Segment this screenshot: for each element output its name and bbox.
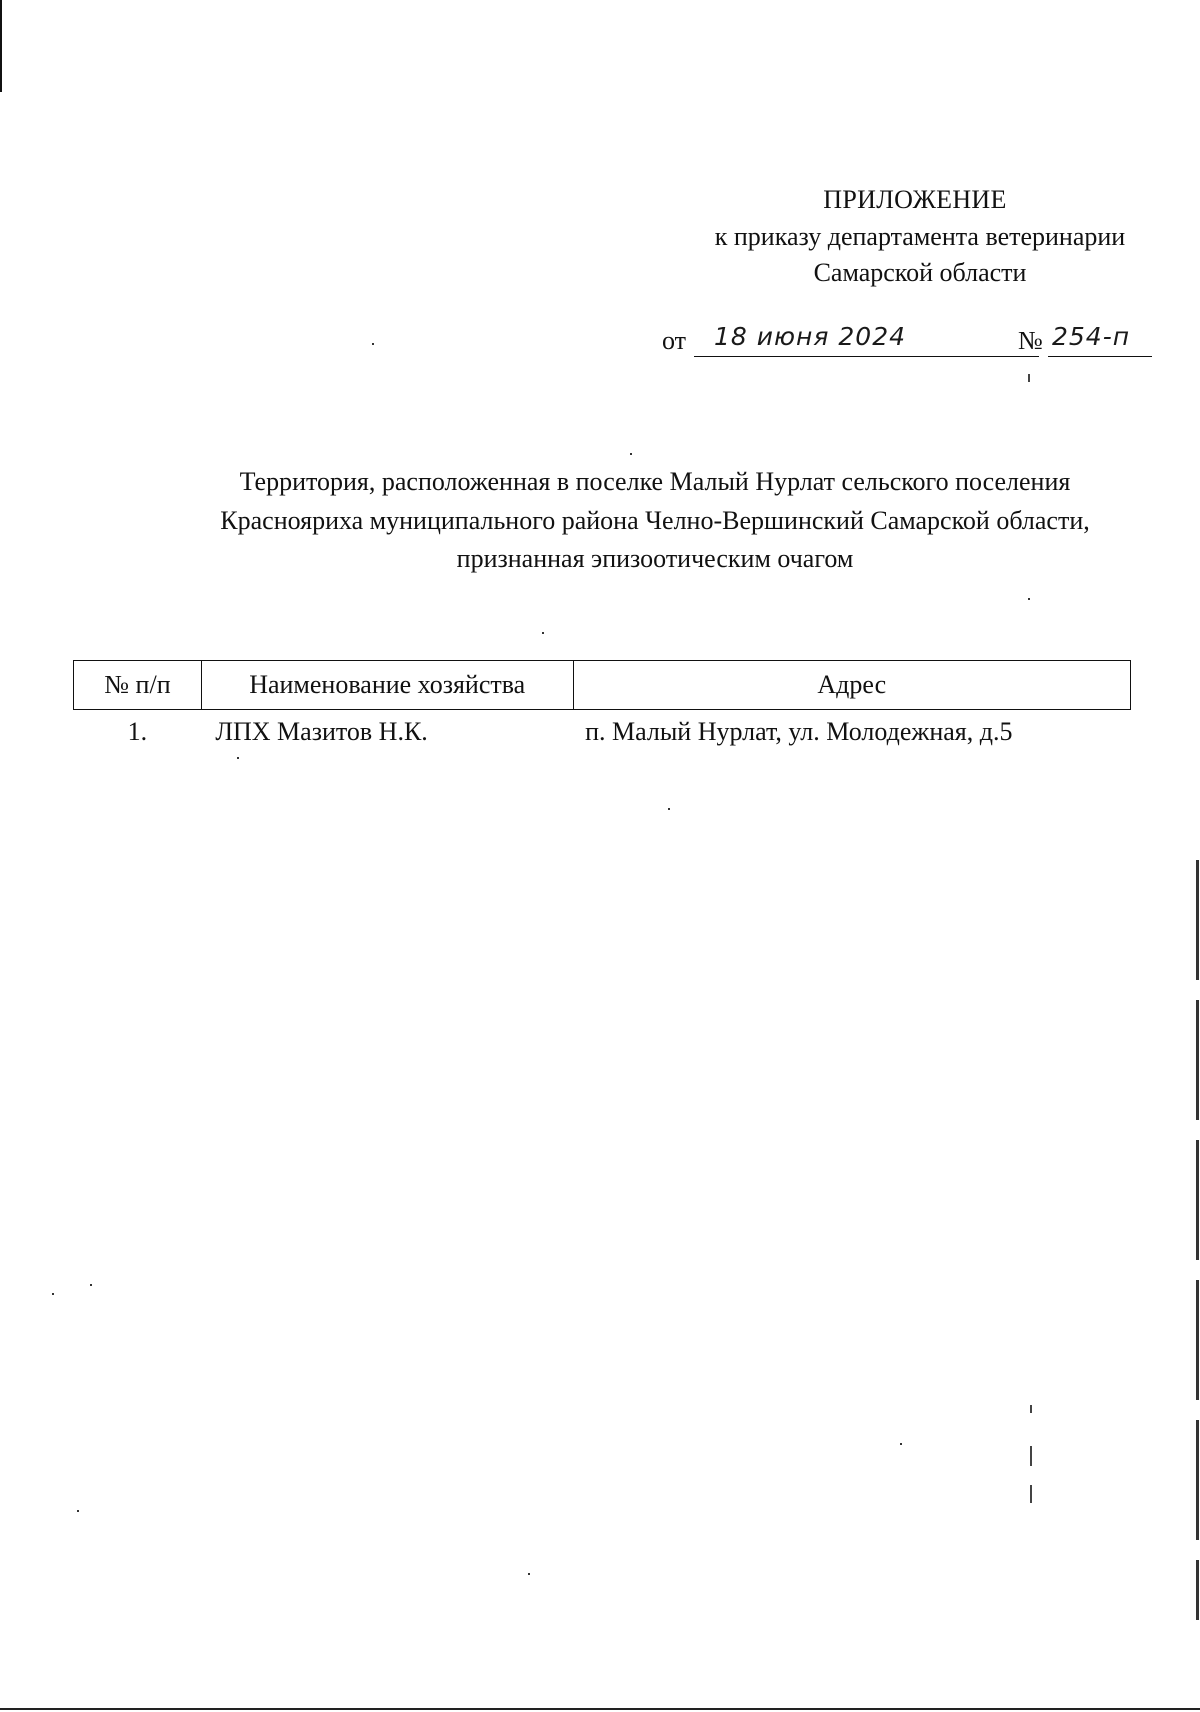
scan-edge-bottom [0,1708,1200,1710]
document-title-line-1: Территория, расположенная в поселке Малый Нурлат сельского поселения [239,467,1071,496]
annex-order-reference: к приказу департамента ветеринарии [714,222,1126,251]
annex-title: ПРИЛОЖЕНИЕ [823,185,1007,214]
scan-speck [630,453,632,455]
table-row [74,710,1131,755]
scan-edge-right [1196,860,1199,1620]
number-underline [1048,356,1152,357]
row-number: 1. [127,717,148,746]
row-farm-name: ЛПХ Мазитов Н.К. [215,717,428,746]
document-title-line-3: признанная эпизоотическим очагом [456,544,854,573]
farms-table [73,660,1131,754]
scan-speck [77,1510,79,1512]
scan-speck [1030,1446,1032,1466]
scan-speck [668,808,670,810]
handwritten-date: 18 июня 2024 [714,322,907,351]
table-header-row [74,661,1131,710]
header-address: Адрес [573,661,1130,710]
scan-speck [90,1284,92,1286]
document-title-line-2: Краснояриха муниципального района Челно-Вершинский Самарской области, [220,506,1090,535]
scan-speck [1030,1485,1032,1503]
date-underline [694,356,1039,357]
scan-speck [542,632,544,634]
scan-edge-left [0,0,2,92]
scan-speck [372,343,374,345]
scan-speck [237,757,239,759]
header-number: № п/п [74,661,202,710]
scan-speck [52,1293,54,1295]
row-address: п. Малый Нурлат, ул. Молодежная, д.5 [585,717,1013,746]
scan-speck [1028,374,1030,382]
scan-speck [900,1443,902,1445]
header-farm-name: Наименование хозяйства [201,661,573,710]
handwritten-number: 254-п [1052,322,1131,351]
annex-region: Самарской области [813,258,1027,287]
scan-speck [1028,598,1030,600]
scan-speck [1030,1405,1032,1413]
scan-speck [528,1573,530,1575]
date-prefix: от [662,326,687,355]
number-prefix: № [1018,326,1043,355]
